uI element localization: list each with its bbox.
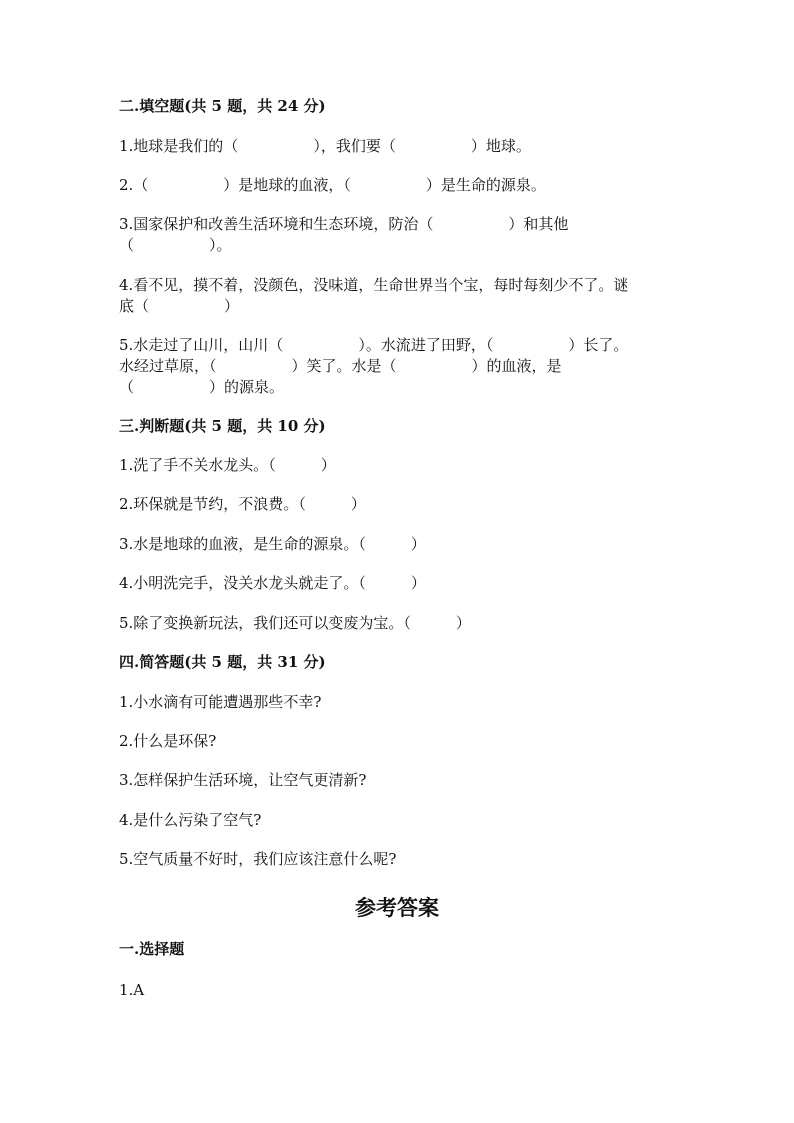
short-answer-question-5: 5.空气质量不好时，我们应该注意什么呢? xyxy=(119,850,397,868)
section-heading-fill-blank: 二.填空题(共 5 题，共 24 分) xyxy=(119,97,326,115)
fill-blank-question-5-line-2: 水经过草原，（ ）笑了。水是（ ）的血液，是 xyxy=(119,357,562,375)
fill-blank-question-3-line-1: 3.国家保护和改善生活环境和生态环境，防治（ ）和其他 xyxy=(119,215,569,233)
answer-section-heading-choice: 一.选择题 xyxy=(119,940,185,958)
true-false-question-1: 1.洗了手不关水龙头。（ ） xyxy=(119,456,336,474)
fill-blank-question-3-line-2: （ ）。 xyxy=(119,236,232,254)
answer-item-1: 1.A xyxy=(119,981,145,999)
fill-blank-question-5-line-3: （ ）的源泉。 xyxy=(119,378,285,396)
true-false-question-5: 5.除了变换新玩法，我们还可以变废为宝。（ ） xyxy=(119,614,471,632)
short-answer-question-2: 2.什么是环保? xyxy=(119,732,217,750)
section-heading-true-false: 三.判断题(共 5 题，共 10 分) xyxy=(119,417,326,435)
section-heading-short-answer: 四.简答题(共 5 题，共 31 分) xyxy=(119,653,326,671)
fill-blank-question-4-line-1: 4.看不见，摸不着，没颜色，没味道，生命世界当个宝，每时每刻少不了。谜 xyxy=(119,276,629,294)
fill-blank-question-1: 1.地球是我们的（ ），我们要（ ）地球。 xyxy=(119,137,531,155)
true-false-question-3: 3.水是地球的血液，是生命的源泉。（ ） xyxy=(119,535,426,553)
true-false-question-4: 4.小明洗完手，没关水龙头就走了。（ ） xyxy=(119,574,426,592)
fill-blank-question-5-line-1: 5.水走过了山川，山川（ ）。水流进了田野，（ ）长了。 xyxy=(119,336,629,354)
fill-blank-question-4-line-2: 底（ ） xyxy=(119,297,240,315)
short-answer-question-1: 1.小水滴有可能遭遇那些不幸? xyxy=(119,693,322,711)
fill-blank-question-2: 2.（ ）是地球的血液，（ ）是生命的源泉。 xyxy=(119,176,546,194)
true-false-question-2: 2.环保就是节约，不浪费。（ ） xyxy=(119,495,366,513)
short-answer-question-3: 3.怎样保护生活环境，让空气更清新? xyxy=(119,771,367,789)
short-answer-question-4: 4.是什么污染了空气? xyxy=(119,811,262,829)
answer-key-title: 参考答案 xyxy=(355,895,439,920)
